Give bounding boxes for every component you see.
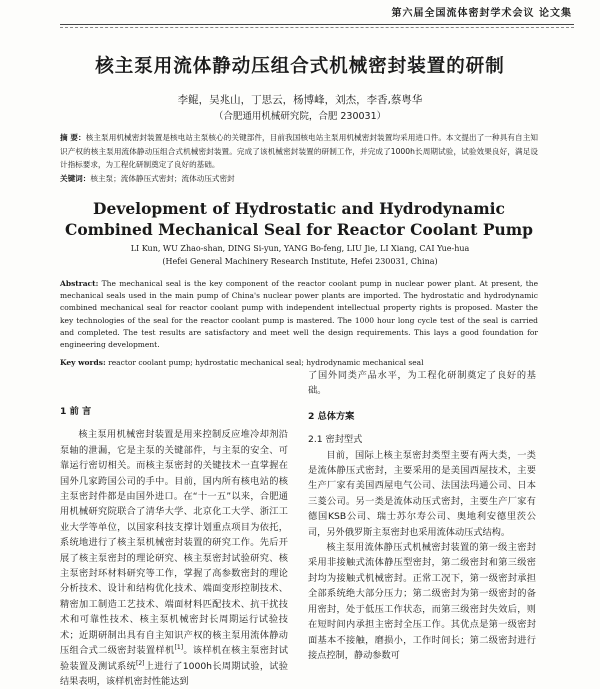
citation-2: [2]: [136, 659, 145, 667]
abstract-chinese-label: 摘 要：: [60, 133, 86, 142]
keywords-english-text: reactor coolant pump; hydrostatic mechanical seal; hydrodynamic mechanical seal: [108, 358, 424, 367]
right-column-continuation: 了国外同类产品水平，为工程化研制奠定了良好的基础。: [308, 370, 536, 397]
section-1-paragraph: [60, 427, 288, 689]
section-2-1-heading: 2.1 密封型式: [308, 434, 363, 446]
affiliation-english: (Hefei General Machinery Research Institute, Hefei 230031, China): [162, 257, 438, 266]
citation-1: [1]: [174, 644, 184, 652]
section-2-heading: 2 总体方案: [308, 410, 355, 422]
authors-english: LI Kun, WU Zhao-shan, DING Si-yun, YANG Bo-feng, LIU Jie, LI Xiang, CAI Yue-hua: [130, 244, 470, 253]
keywords-english-label: Key words:: [60, 358, 106, 367]
authors-chinese: 李鲲，吴兆山，丁思云，杨博峰，刘杰，李香,蔡粤华: [177, 94, 423, 106]
header-rule-dashed: [60, 27, 574, 28]
keywords-chinese-label: 关键词：: [60, 174, 91, 183]
body-column-left: [60, 404, 288, 689]
abstract-chinese-text: 核主泵用机械密封装置是核电站主泵核心的关键部件，目前我国核电站主泵用机械密封装置均采用进口件。本文提出了一种具有自主知识产权的核主泵用流体静动压组合式机械密封装置。完成了该机械密封装置的研制工作，并完成了1000h长周期试验，试验效果良好，满足设计指标要求，为工程化研制奠定了良好的基础。: [60, 133, 538, 170]
abstract-english: [60, 278, 538, 351]
keywords-chinese: [60, 173, 538, 185]
section-1-heading: 1 前 言: [60, 406, 92, 417]
affiliation-chinese: （合肥通用机械研究院，合肥 230031）: [213, 111, 387, 122]
section-2-1-paragraph-2: 核主泵用流体静压式机械密封装置的第一级主密封采用非接触式流体静压型密封，第二级密封和第三级密封均为接触式机械密封。正常工况下，第一级密封承担全部系统绝大部分压力；第二级密封为第一级密封的备用密封，处于低压工作状态，而第三级密封失效后，则在短时间内承担主密封全压工作。其优点是第一级密封面基本不接触，磨损小，工作时间长；第二级密封进行接点控制，静动参数可: [308, 542, 536, 661]
title-english: Development of Hydrostatic and Hydrodynamic Combined Mechanical Seal for Reactor Coolant Pump: [64, 199, 534, 239]
keywords-chinese-text: 核主泵；流体静压式密封；流体动压式密封: [90, 174, 235, 183]
body-column-right: [308, 368, 536, 663]
title-chinese: 核主泵用流体静动压组合式机械密封装置的研制: [95, 56, 505, 77]
section-2-1-paragraph-1: 目前，国际上核主泵密封类型主要有两大类，一类是流体静压式密封，主要采用的是美国西屋技术，主要生产厂家有美国西屋电气公司、法国法玛通公司、日本三菱公司。另一类是流体动压式密封，主要生产厂家有德国KSB公司、瑞士苏尔寿公司、奥地利安德里茨公司，另外俄罗斯主泵密封也采用流体动压式结构。: [308, 449, 536, 538]
abstract-english-text: The mechanical seal is the key component of the reactor coolant pump in nuclear power plant. At present, the mechanical seals used in the main pump of China's nuclear power plants are imported. The hydrostatic and hydrodynamic combined mechanical seal for reactor coolant pump with independent intellectual property rights is proposed. Master the key technologies of the seal for the reactor coolant pump is mastered. The 1000 hour long cycle test of the seal is carried and completed. The test results are satisfactory and meet well the design requirements. This lays a good foundation for engineering development.: [60, 279, 539, 350]
running-header: 第六届全国流体密封学术会议 论文集: [391, 8, 572, 19]
abstract-english-label: Abstract:: [60, 279, 99, 288]
section-1-text: 核主泵用机械密封装置是用来控制反应堆冷却剂沿泵轴的泄漏，它是主泵的关键部件，与主泵的安全、可靠运行密切相关。而核主泵密封的关键技术一直掌握在国外几家跨国公司的手中。目前，国内所有核电站的核主泵密封件都是由国外进口。在“十一五”以来，合肥通用机械研究院联合了清华大学、北京化工大学、浙江工业大学等单位，以国家科技支撑计划重点项目为依托，系统地进行了核主泵机械密封装置的研究工作。先后开展了核主泵密封的理论研究、核主泵密封试验研究、核主泵密封环材料研究等工作，掌握了高参数密封的理论分析技术、设计和结构优化技术、端面变形控制技术、精密加工制造工艺技术、端面材料匹配技术、抗干扰技术和可靠性技术、核主泵机械密封长周期运行试验技术；近期研制出具有自主知识产权的核主泵用流体静动压组合式二级密封装置样机: [60, 429, 288, 657]
section-1-text-cont: 。该样机在核主泵密封试验装置及测试系统: [60, 645, 289, 672]
header-rule: [60, 24, 574, 25]
section-1-text-end: 上进行了1000h长周期试验，试验结果表明，该样机密封性能达到: [60, 660, 288, 687]
abstract-chinese: [60, 131, 538, 172]
